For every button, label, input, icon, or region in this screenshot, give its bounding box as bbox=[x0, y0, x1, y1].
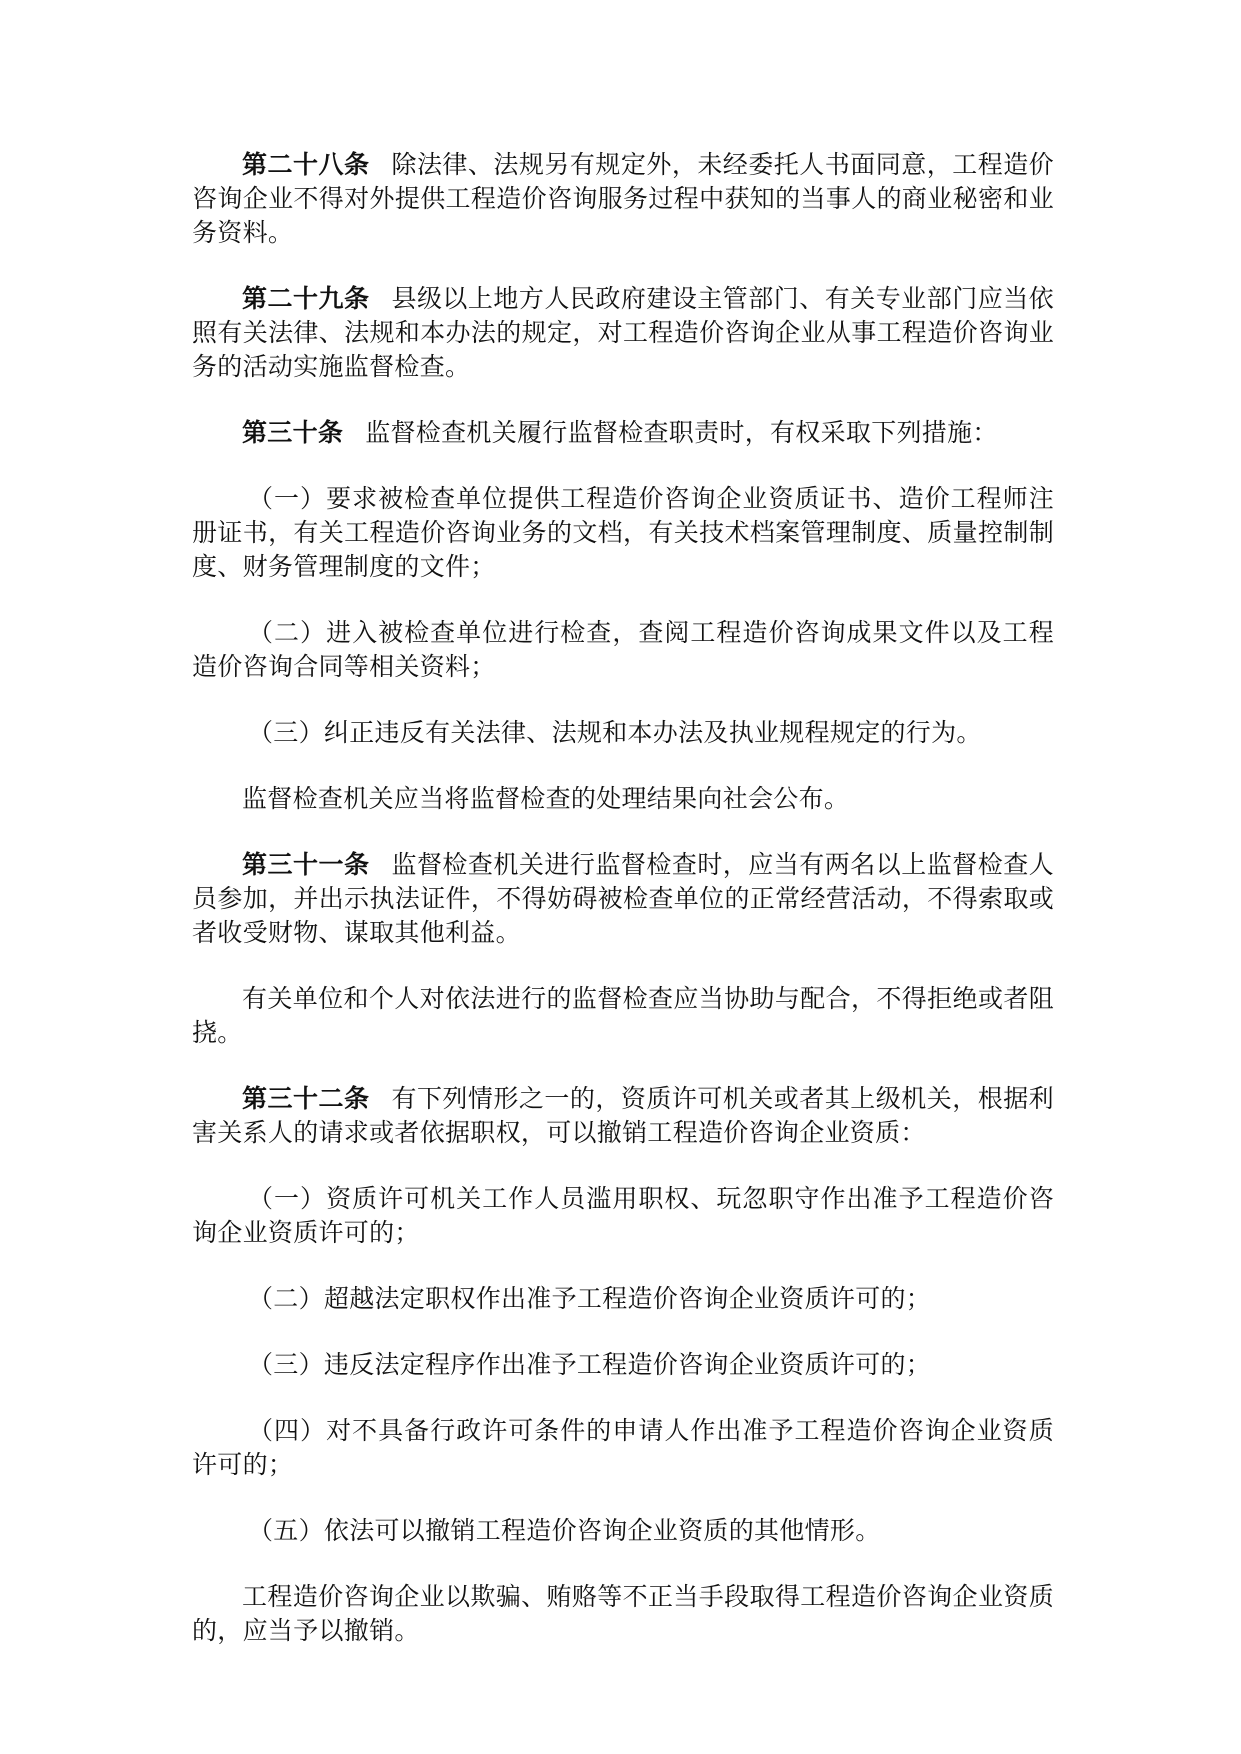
item-text: （一）资质许可机关工作人员滥用职权、玩忽职守作出准予工程造价咨询企业资质许可的； bbox=[192, 1184, 1054, 1247]
article-30-item-2 bbox=[192, 616, 1054, 684]
article-32 bbox=[192, 1082, 1054, 1150]
article-32-item-3 bbox=[192, 1348, 1054, 1382]
article-text: 监督检查机关进行监督检查时，应当有两名以上监督检查人员参加，并出示执法证件，不得妨碍被检查单位的正常经营活动，不得索取或者收受财物、谋取其他利益。 bbox=[192, 850, 1054, 947]
document-page bbox=[192, 148, 1054, 1680]
article-28 bbox=[192, 148, 1054, 250]
article-label: 第三十一条 bbox=[242, 850, 370, 879]
article-30-item-1 bbox=[192, 482, 1054, 584]
article-31-closing bbox=[192, 982, 1054, 1050]
item-text: （四）对不具备行政许可条件的申请人作出准予工程造价咨询企业资质许可的； bbox=[192, 1416, 1054, 1479]
article-text: 除法律、法规另有规定外，未经委托人书面同意，工程造价咨询企业不得对外提供工程造价咨询服务过程中获知的当事人的商业秘密和业务资料。 bbox=[192, 150, 1054, 247]
article-label: 第二十九条 bbox=[242, 284, 370, 313]
article-text: 有下列情形之一的，资质许可机关或者其上级机关，根据利害关系人的请求或者依据职权，可以撤销工程造价咨询企业资质： bbox=[192, 1084, 1054, 1147]
article-32-item-5 bbox=[192, 1514, 1054, 1548]
article-29 bbox=[192, 282, 1054, 384]
article-30-closing bbox=[192, 782, 1054, 816]
article-31 bbox=[192, 848, 1054, 950]
item-text: （三）违反法定程序作出准予工程造价咨询企业资质许可的； bbox=[248, 1350, 932, 1379]
paragraph-text: 监督检查机关应当将监督检查的处理结果向社会公布。 bbox=[242, 784, 850, 813]
paragraph-text: 工程造价咨询企业以欺骗、贿赂等不正当手段取得工程造价咨询企业资质的，应当予以撤销。 bbox=[192, 1582, 1054, 1645]
article-label: 第三十条 bbox=[242, 418, 344, 447]
item-text: （二）进入被检查单位进行检查，查阅工程造价咨询成果文件以及工程造价咨询合同等相关资料； bbox=[192, 618, 1054, 681]
article-32-closing bbox=[192, 1580, 1054, 1648]
article-30 bbox=[192, 416, 1054, 450]
item-text: （五）依法可以撤销工程造价咨询企业资质的其他情形。 bbox=[248, 1516, 881, 1545]
article-32-item-1 bbox=[192, 1182, 1054, 1250]
article-32-item-4 bbox=[192, 1414, 1054, 1482]
article-32-item-2 bbox=[192, 1282, 1054, 1316]
item-text: （一）要求被检查单位提供工程造价咨询企业资质证书、造价工程师注册证书，有关工程造价咨询业务的文档，有关技术档案管理制度、质量控制制度、财务管理制度的文件； bbox=[192, 484, 1054, 581]
item-text: （二）超越法定职权作出准予工程造价咨询企业资质许可的； bbox=[248, 1284, 932, 1313]
article-text: 监督检查机关履行监督检查职责时，有权采取下列措施： bbox=[365, 418, 998, 447]
paragraph-text: 有关单位和个人对依法进行的监督检查应当协助与配合，不得拒绝或者阻挠。 bbox=[192, 984, 1054, 1047]
item-text: （三）纠正违反有关法律、法规和本办法及执业规程规定的行为。 bbox=[248, 718, 982, 747]
article-label: 第二十八条 bbox=[242, 150, 370, 179]
article-label: 第三十二条 bbox=[242, 1084, 370, 1113]
article-30-item-3 bbox=[192, 716, 1054, 750]
article-text: 县级以上地方人民政府建设主管部门、有关专业部门应当依照有关法律、法规和本办法的规定，对工程造价咨询企业从事工程造价咨询业务的活动实施监督检查。 bbox=[192, 284, 1054, 381]
